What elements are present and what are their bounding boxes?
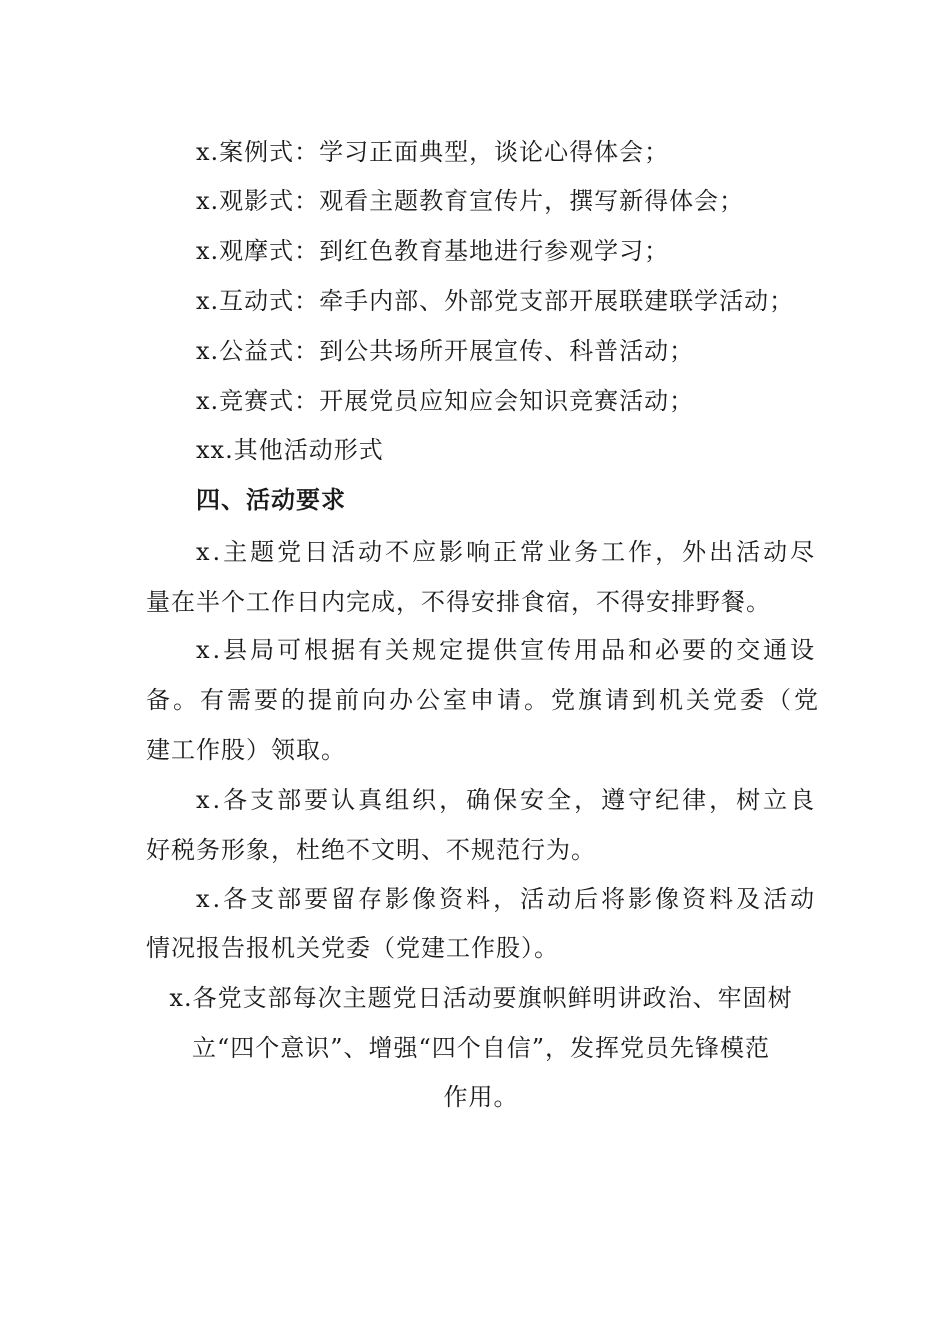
activity-form-item: x.公益式：到公共场所开展宣传、科普活动； (196, 337, 695, 365)
requirement-line: 备。有需要的提前向办公室申请。党旗请到机关党委（党 (146, 686, 821, 714)
requirement-line: 立“四个意识”、增强“四个自信”，发挥党员先锋模范 (191, 1034, 771, 1062)
requirement-line: 建工作股）领取。 (146, 736, 346, 764)
requirement-line: 作用。 (443, 1083, 519, 1111)
requirement-line: x.各支部要认真组织，确保安全，遵守纪律，树立良 (196, 786, 818, 814)
requirement-line: 好税务形象，杜绝不文明、不规范行为。 (146, 836, 596, 864)
activity-form-item: x.竞赛式：开展党员应知应会知识竞赛活动； (196, 387, 695, 415)
requirement-line: x.各党支部每次主题党日活动要旗帜鲜明讲政治、牢固树 (169, 984, 793, 1012)
activity-form-item: x.观摩式：到红色教育基地进行参观学习； (196, 237, 670, 265)
section-heading: 四、活动要求 (196, 486, 346, 514)
activity-form-item: x.互动式：牵手内部、外部党支部开展联建联学活动； (196, 287, 795, 315)
requirement-line: 量在半个工作日内完成，不得安排食宿，不得安排野餐。 (146, 588, 771, 616)
activity-form-item: xx.其他活动形式 (196, 436, 384, 464)
activity-form-item: x.案例式：学习正面典型，谈论心得体会； (196, 138, 670, 166)
requirement-line: x.主题党日活动不应影响正常业务工作，外出活动尽 (196, 538, 818, 566)
requirement-line: x.各支部要留存影像资料，活动后将影像资料及活动 (196, 885, 818, 913)
requirement-line: x.县局可根据有关规定提供宣传用品和必要的交通设 (196, 636, 818, 664)
requirement-line: 情况报告报机关党委（党建工作股）。 (146, 934, 559, 962)
activity-form-item: x.观影式：观看主题教育宣传片，撰写新得体会； (196, 187, 745, 215)
